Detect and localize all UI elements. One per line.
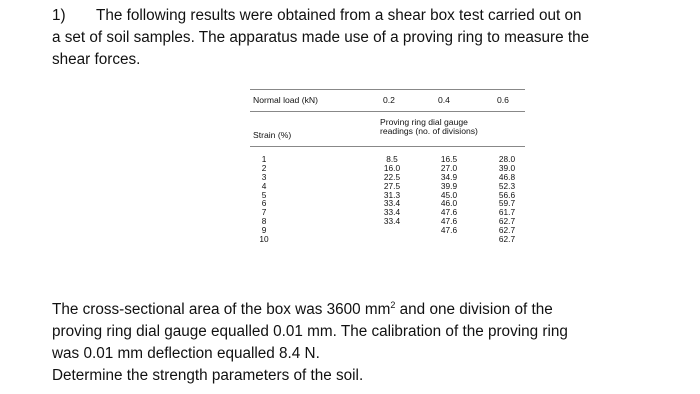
strain-value: 4 <box>261 180 267 191</box>
reading-value: 62.7 <box>498 234 516 245</box>
strain-value: 2 <box>261 162 267 173</box>
readings-column-0-4 <box>435 155 463 235</box>
question-text <box>52 5 662 71</box>
paragraph-line-4: Determine the strength parameters of the soil. <box>52 367 364 384</box>
reading-value: 62.7 <box>498 225 516 236</box>
strain-value: 1 <box>261 154 267 164</box>
reading-value: 39.0 <box>498 162 516 173</box>
reading-value: 39.9 <box>440 180 458 191</box>
normal-load-0-4: 0.4 <box>438 95 450 105</box>
strain-value: 9 <box>261 225 267 236</box>
question-line-2: a set of soil samples. The apparatus made use of a proving ring to measure the <box>52 29 590 46</box>
reading-value: 34.9 <box>440 171 458 182</box>
table-subheader-rule <box>250 146 525 147</box>
reading-value: 59.7 <box>498 198 516 209</box>
reading-value: 8.5 <box>386 154 398 164</box>
reading-value: 33.4 <box>383 207 401 218</box>
reading-value: 27.5 <box>383 180 401 191</box>
normal-load-0-2: 0.2 <box>383 95 395 105</box>
reading-value: 47.6 <box>440 207 458 218</box>
paragraph-line-2: proving ring dial gauge equalled 0.01 mm. The calibration of the proving ring <box>52 323 568 340</box>
reading-value: 27.0 <box>440 162 458 173</box>
reading-value: 33.4 <box>383 198 401 209</box>
question-number: 1) <box>52 7 66 24</box>
strain-value: 10 <box>259 234 269 245</box>
normal-load-0-6: 0.6 <box>497 95 509 105</box>
strain-value: 5 <box>261 189 267 200</box>
strain-value: 8 <box>261 216 267 227</box>
gauge-header-line-2: readings (no. of divisions) <box>380 126 478 136</box>
reading-value: 46.0 <box>440 198 458 209</box>
normal-load-header: Normal load (kN) <box>253 95 318 105</box>
paragraph-line-3: was 0.01 mm deflection equalled 8.4 N. <box>52 345 320 362</box>
reading-value: 47.6 <box>440 216 458 227</box>
reading-value: 28.0 <box>498 154 516 164</box>
reading-value: 52.3 <box>498 180 516 191</box>
readings-column-0-6 <box>493 155 521 244</box>
reading-value: 16.5 <box>440 154 458 164</box>
reading-value: 16.0 <box>383 162 401 173</box>
question-line-3: shear forces. <box>52 51 141 68</box>
strain-value: 3 <box>261 171 267 182</box>
reading-value: 33.4 <box>383 216 401 227</box>
reading-value: 47.6 <box>440 225 458 236</box>
strain-value: 7 <box>261 207 267 218</box>
problem-paragraph <box>52 299 672 387</box>
question-line-1: 1) The following results were obtained from a shear box test carried out on <box>52 5 662 27</box>
paragraph-line-1: The cross-sectional area of the box was 3600 $mm^2$ and one division of the <box>52 299 553 318</box>
table-top-rule <box>250 89 525 90</box>
reading-value: 62.7 <box>498 216 516 227</box>
strain-header: Strain (%) <box>253 130 292 140</box>
reading-value: 22.5 <box>383 171 401 182</box>
reading-value: 45.0 <box>440 189 458 200</box>
strain-value: 6 <box>261 198 267 209</box>
table-header-rule <box>250 111 525 112</box>
strain-column <box>257 155 271 244</box>
reading-value: 46.8 <box>498 171 516 182</box>
gauge-header-line-1: Proving ring dial gauge <box>380 117 468 127</box>
reading-value: 31.3 <box>383 189 401 200</box>
readings-column-0-2 <box>378 155 406 226</box>
reading-value: 61.7 <box>498 207 516 218</box>
reading-value: 56.6 <box>498 189 516 200</box>
